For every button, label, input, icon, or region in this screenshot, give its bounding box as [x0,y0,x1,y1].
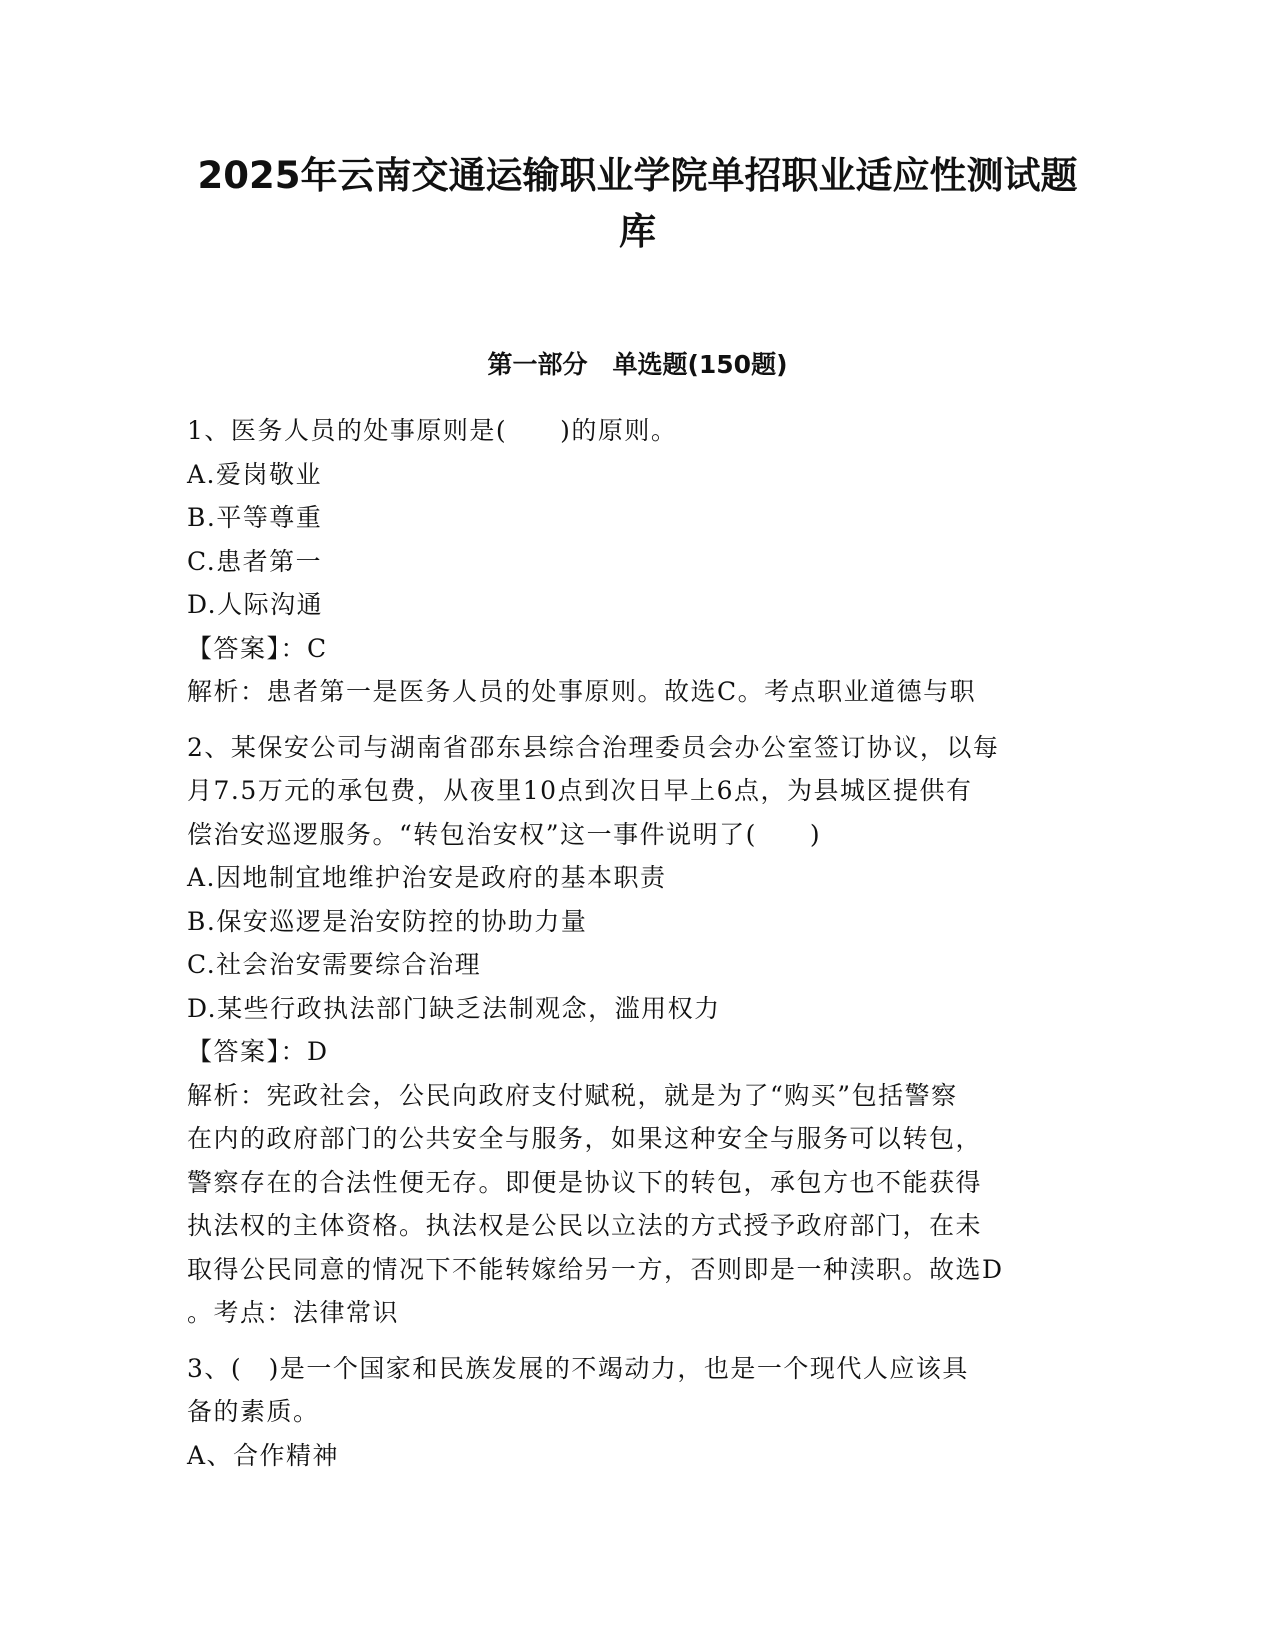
analysis-line-6: 。考点：法律常识 [187,1298,400,1327]
document-title-line-1: 2025年云南交通运输职业学院单招职业适应性测试题 [197,154,1078,197]
document-title-line-2: 库 [619,210,656,253]
question-stem: 1、医务人员的处事原则是( )的原则。 [187,416,678,445]
question-3 [187,1347,1087,1478]
question-list [187,409,1087,1489]
option-d: D.人际沟通 [187,590,324,619]
option-b: B.平等尊重 [187,503,323,532]
answer-line: 【答案】：D [187,1037,329,1066]
analysis-line-1: 解析：宪政社会，公民向政府支付赋税，就是为了“购买”包括警察 [187,1080,958,1110]
analysis-line-2: 在内的政府部门的公共安全与服务，如果这种安全与服务可以转包， [187,1124,983,1153]
analysis-line: 解析：患者第一是医务人员的处事原则。故选C。考点职业道德与职 [187,677,977,706]
question-stem-line-2: 备的素质。 [187,1397,320,1426]
answer-line: 【答案】：C [187,633,328,663]
question-stem-line-1: 2、某保安公司与湖南省邵东县综合治理委员会办公室签订协议，以每 [187,732,1000,762]
analysis-line-3: 警察存在的合法性便无存。即便是协议下的转包，承包方也不能获得 [187,1167,983,1197]
section-title: 第一部分 单选题(150题) [487,350,788,379]
option-c: C.患者第一 [187,546,323,576]
option-c: C.社会治安需要综合治理 [187,950,482,979]
option-a: A、合作精神 [187,1440,340,1470]
question-stem-line-2: 月7.5万元的承包费，从夜里10点到次日早上6点，为县城区提供有 [187,776,973,805]
option-b: B.保安巡逻是治安防控的协助力量 [187,906,588,936]
option-a: A.爱岗敬业 [187,459,323,489]
analysis-line-4: 执法权的主体资格。执法权是公民以立法的方式授予政府部门，在未 [187,1211,983,1240]
question-stem-line-3: 偿治安巡逻服务。“转包治安权”这一事件说明了( ) [187,819,822,849]
document-title [150,148,1125,260]
option-d: D.某些行政执法部门缺乏法制观念，滥用权力 [187,993,721,1023]
question-1 [187,409,1087,714]
question-stem-line-1: 3、( )是一个国家和民族发展的不竭动力，也是一个现代人应该具 [187,1353,969,1383]
analysis-line-5: 取得公民同意的情况下不能转嫁给另一方，否则即是一种渎职。故选D [187,1254,1004,1284]
option-a: A.因地制宜地维护治安是政府的基本职责 [187,863,667,892]
question-2 [187,726,1087,1335]
